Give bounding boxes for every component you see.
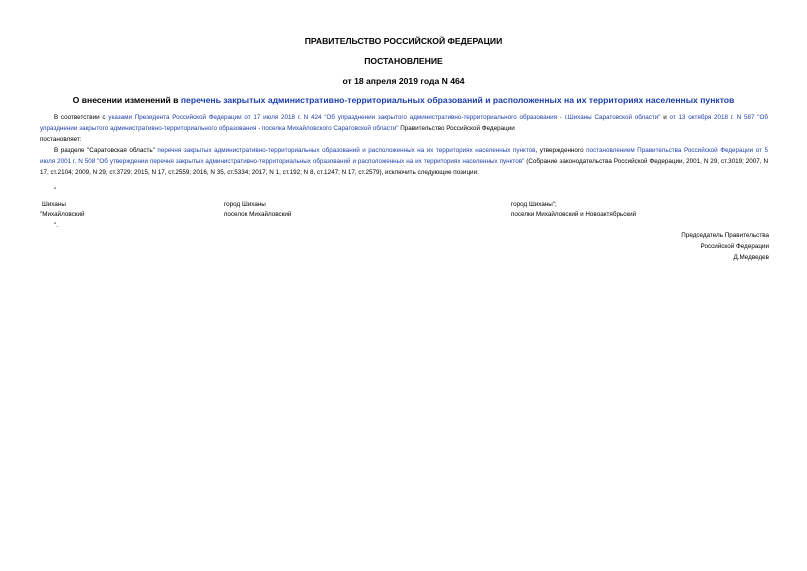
position-row-1-col-1: Шиханы <box>42 201 66 208</box>
preamble-text-3: Правительство Российской Федерации <box>398 125 515 132</box>
decree-424-link[interactable]: указами Президента Российской Федерации от 17 июля 2018 г. N 424 "Об упразднении закрытого административно-территориального образования - г.Шиханы Саратовской области" <box>108 114 661 121</box>
subject-prefix: О внесении изменений в <box>72 95 181 105</box>
position-row-2-col-2: поселок Михайловский <box>224 211 292 218</box>
main-text-3: (Собрание законодательства Российской Федерации, 2001, N 29, ст.3019; 2007, N 17, ст.2104; 2009, N 29, ст.3729; 2015, N 17, ст.2559; 2016, N 35, ст.5334; 2017, N 1, ст.192; N 8, ст.1247; N 17, ст.2579), исключить следующие позиции: <box>40 158 768 176</box>
list-link[interactable]: перечня закрытых административно-территориальных образований и расположенных на их территориях населенных пунктов <box>157 147 536 154</box>
position-row-2-col-3: поселки Михайловский и Новоактябрьский <box>511 211 637 218</box>
preamble-text-2: и <box>660 114 670 121</box>
signature-position-2: Российской Федерации <box>700 243 769 250</box>
decree-587-link[interactable]: от 13 октября 2018 г. N 587 "Об упразднении закрытого административно-территориального образования - поселка Михайловского Саратовской области" <box>40 114 769 132</box>
resolves-text: постановляет: <box>40 136 82 143</box>
main-text-2: , утвержденного <box>535 147 587 154</box>
subject-link[interactable]: перечень закрытых административно-территориальных образований и расположенных на их территориях населенных пунктов <box>180 95 735 105</box>
document-date-number: от 18 апреля 2019 года N 464 <box>342 76 465 86</box>
document-type: ПОСТАНОВЛЕНИЕ <box>364 56 443 66</box>
close-quote: ". <box>54 222 58 229</box>
preamble-text-1: В соответствии с <box>54 114 109 121</box>
document-subject <box>0 95 807 105</box>
resolution-508-link[interactable]: постановлением Правительства Российской Федерации от 5 июля 2001 г. N 508 "Об утверждении перечня закрытых административно-территориальных образований и расположенных на их территориях населенных пунктов" <box>40 147 768 165</box>
preamble-paragraph <box>40 112 768 145</box>
org-title: ПРАВИТЕЛЬСТВО РОССИЙСКОЙ ФЕДЕРАЦИИ <box>304 36 503 46</box>
signature-position-1: Председатель Правительства <box>681 232 769 239</box>
open-quote: " <box>54 187 57 194</box>
main-text-1: В разделе "Саратовская область" <box>54 147 158 154</box>
main-paragraph <box>40 145 768 178</box>
position-row-2-col-1: "Михайловский <box>40 211 85 218</box>
position-row-1-col-3: город Шиханы"; <box>511 201 557 208</box>
position-row-1-col-2: город Шиханы <box>224 201 266 208</box>
signature-name: Д.Медведев <box>733 254 769 261</box>
